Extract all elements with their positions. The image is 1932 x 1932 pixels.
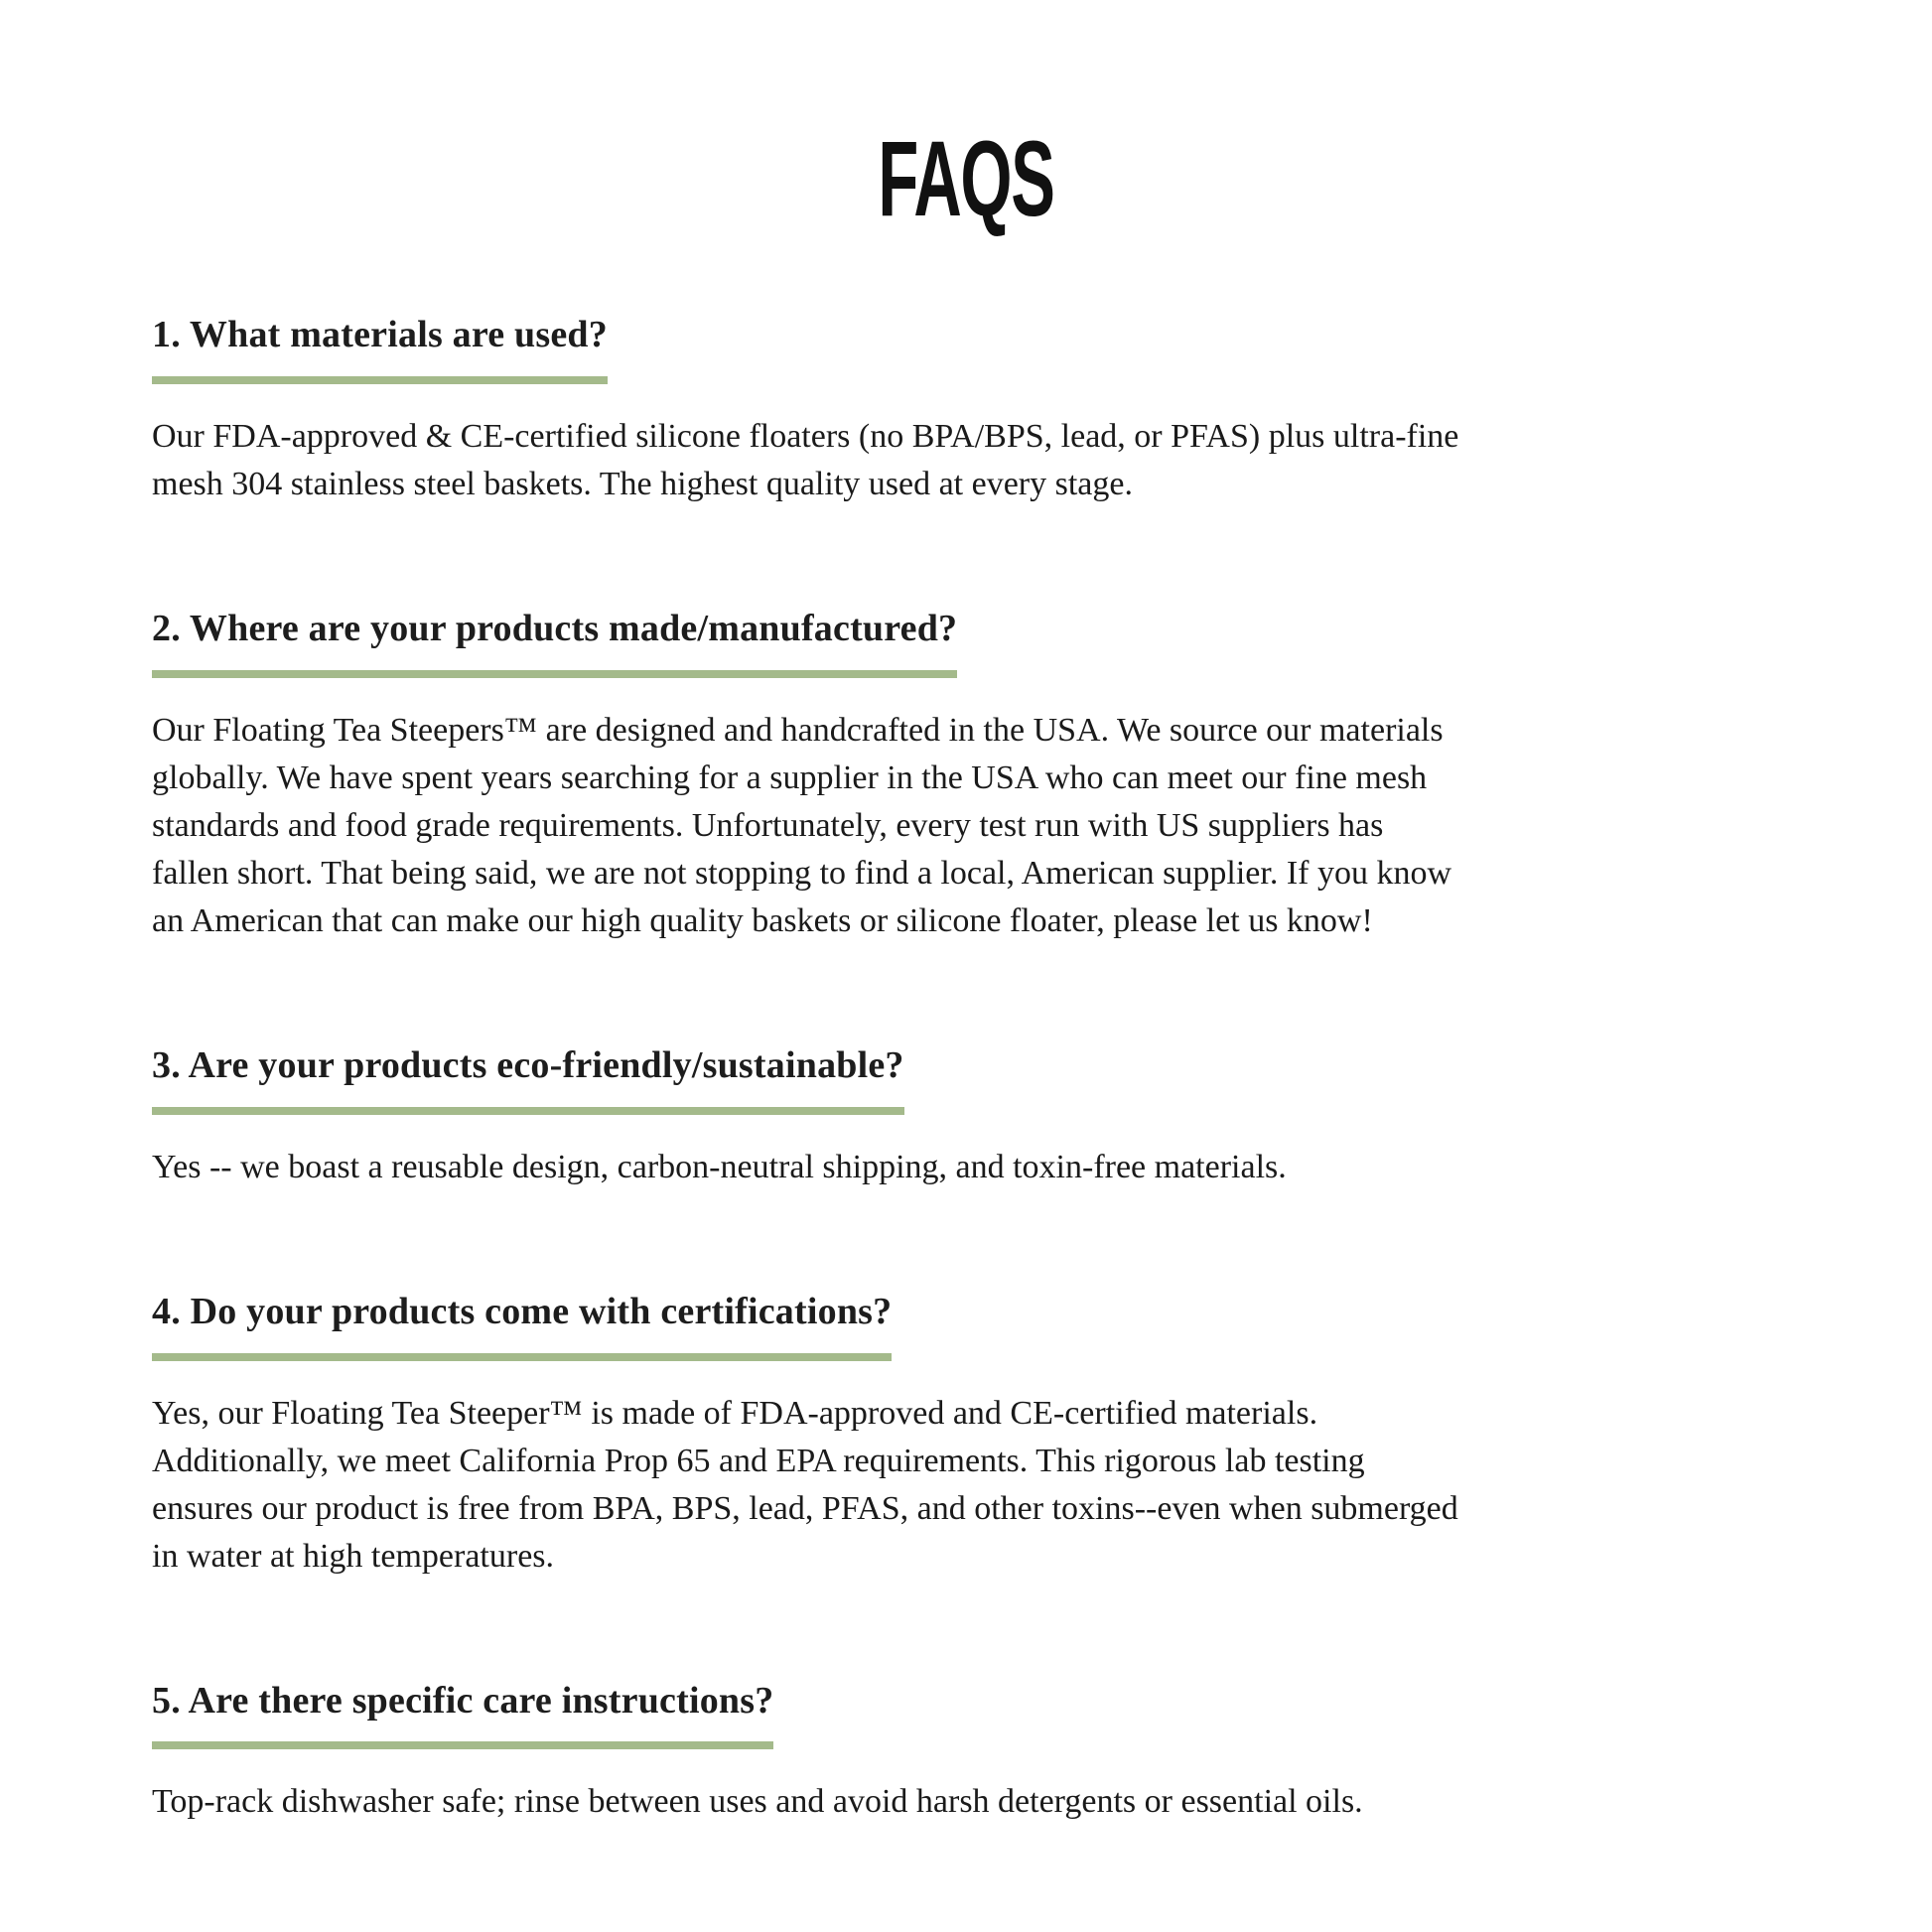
faq-item — [152, 1679, 1780, 1827]
page-title: FAQS — [878, 118, 1054, 238]
faq-answer-2: Our Floating Tea Steepers™ are designed and handcrafted in the USA. We source our materials globally. We have spent years searching for a supplier in the USA who can meet our fine mesh standards and food grade requirements. Unfortunately, every test run with US suppliers has fallen short. That being said, we are not stopping to find a local, American supplier. If you know an American that can make our high quality baskets or silicone floater, please let us know! — [152, 711, 1452, 939]
faq-answer-1: Our FDA-approved & CE-certified silicone floaters (no BPA/BPS, lead, or PFAS) plus ultra-fine mesh 304 stainless steel baskets. The highest quality used at every stage. — [152, 417, 1459, 502]
faq-page — [152, 0, 1780, 1826]
faq-answer-5: Top-rack dishwasher safe; rinse between uses and avoid harsh detergents or essential oils. — [152, 1783, 1363, 1821]
faq-item — [152, 316, 1780, 508]
faq-answer-3: Yes -- we boast a reusable design, carbon-neutral shipping, and toxin-free materials. — [152, 1148, 1287, 1185]
faq-answer-4: Yes, our Floating Tea Steeper™ is made of FDA-approved and CE-certified materials. Additionally, we meet California Prop 65 and EPA requirements. This rigorous lab testing ensures our product is free from BPA, BPS, lead, PFAS, and other toxins--even when submerged in water at high temperatures. — [152, 1394, 1458, 1575]
faq-item — [152, 1290, 1780, 1581]
faq-item — [152, 1043, 1780, 1191]
faq-item — [152, 607, 1780, 945]
page-header — [152, 118, 1780, 238]
faq-question-1: 1. What materials are used? — [152, 316, 608, 384]
faq-question-5: 5. Are there specific care instructions? — [152, 1682, 773, 1750]
faq-question-3: 3. Are your products eco-friendly/sustainable? — [152, 1046, 904, 1115]
faq-question-2: 2. Where are your products made/manufactured? — [152, 610, 957, 678]
faq-question-4: 4. Do your products come with certifications? — [152, 1293, 892, 1361]
